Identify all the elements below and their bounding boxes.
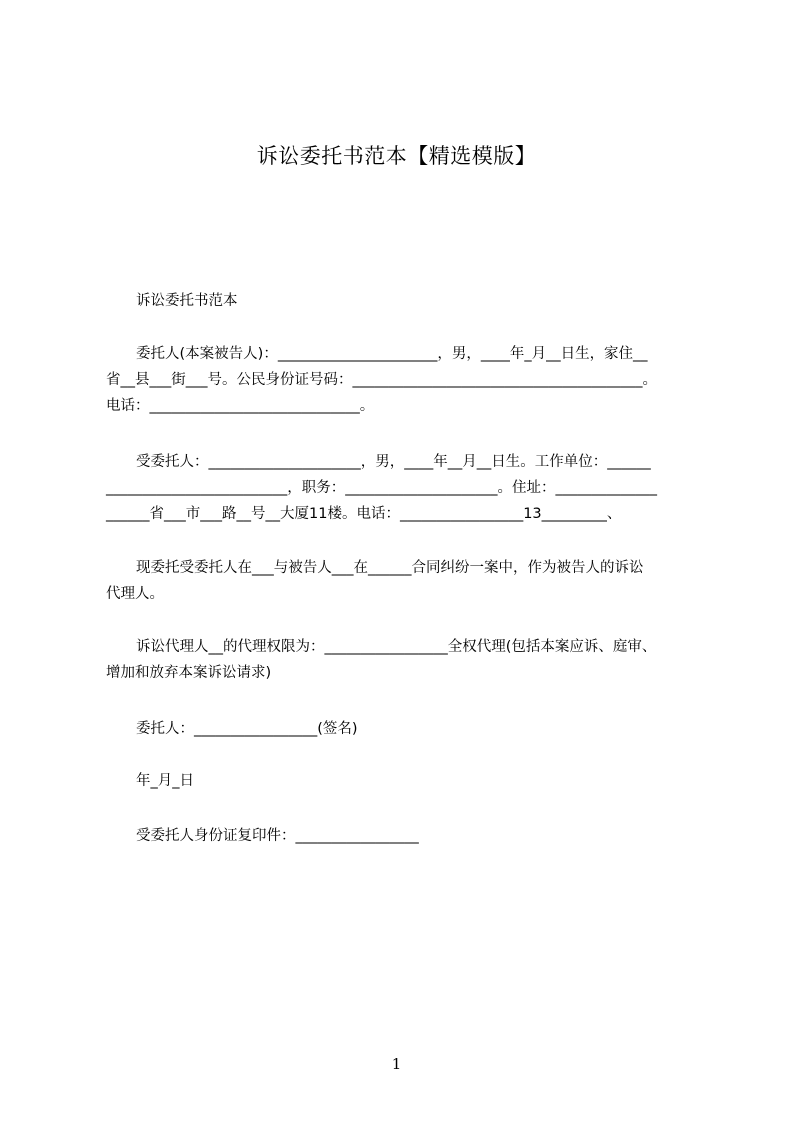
id-copy-line: 受委托人身份证复印件：_________________ [136,828,419,844]
subtitle-line: 诉讼委托书范本 [136,293,238,309]
id-copy-paragraph [106,823,706,849]
authority-line-2: 增加和放弃本案诉讼请求) [106,665,272,681]
document-subtitle [106,288,736,314]
document-title: 诉讼委托书范本【精选模版】 [256,144,537,168]
principal-line-1: 委托人(本案被告人)：______________________，男，____年_月__日生，家住__ [136,346,648,362]
page-number: 1 [391,1055,402,1073]
principal-line-2: 省__县___街___号。公民身份证号码：________________________________________。 [106,372,657,388]
authority-line-1: 诉讼代理人__的代理权限为：_________________全权代理(包括本案应诉、庭审、 [136,639,657,655]
agent-line-2: _________________________，职务：_____________________。住址：______________ [106,480,657,496]
entrust-line-2: 代理人。 [106,586,164,602]
entrust-paragraph [106,555,706,607]
principal-line-3: 电话：_____________________________。 [106,398,375,414]
authority-paragraph [106,634,706,686]
date-paragraph [106,768,706,794]
signature-line: 委托人：_________________(签名) [136,721,358,737]
signature-paragraph [106,716,706,742]
agent-paragraph [106,449,706,527]
entrust-line-1: 现委托受委托人在___与被告人___在______合同纠纷一案中，作为被告人的诉讼 [136,560,644,576]
principal-paragraph [106,341,706,419]
agent-line-3: ______省___市___路__号__大厦11楼。电话：_________________13_________、 [106,506,622,522]
date-line: 年_月_日 [136,773,194,789]
agent-line-1: 受委托人：_____________________，男，____年__月__日生。工作单位：______ [136,454,651,470]
